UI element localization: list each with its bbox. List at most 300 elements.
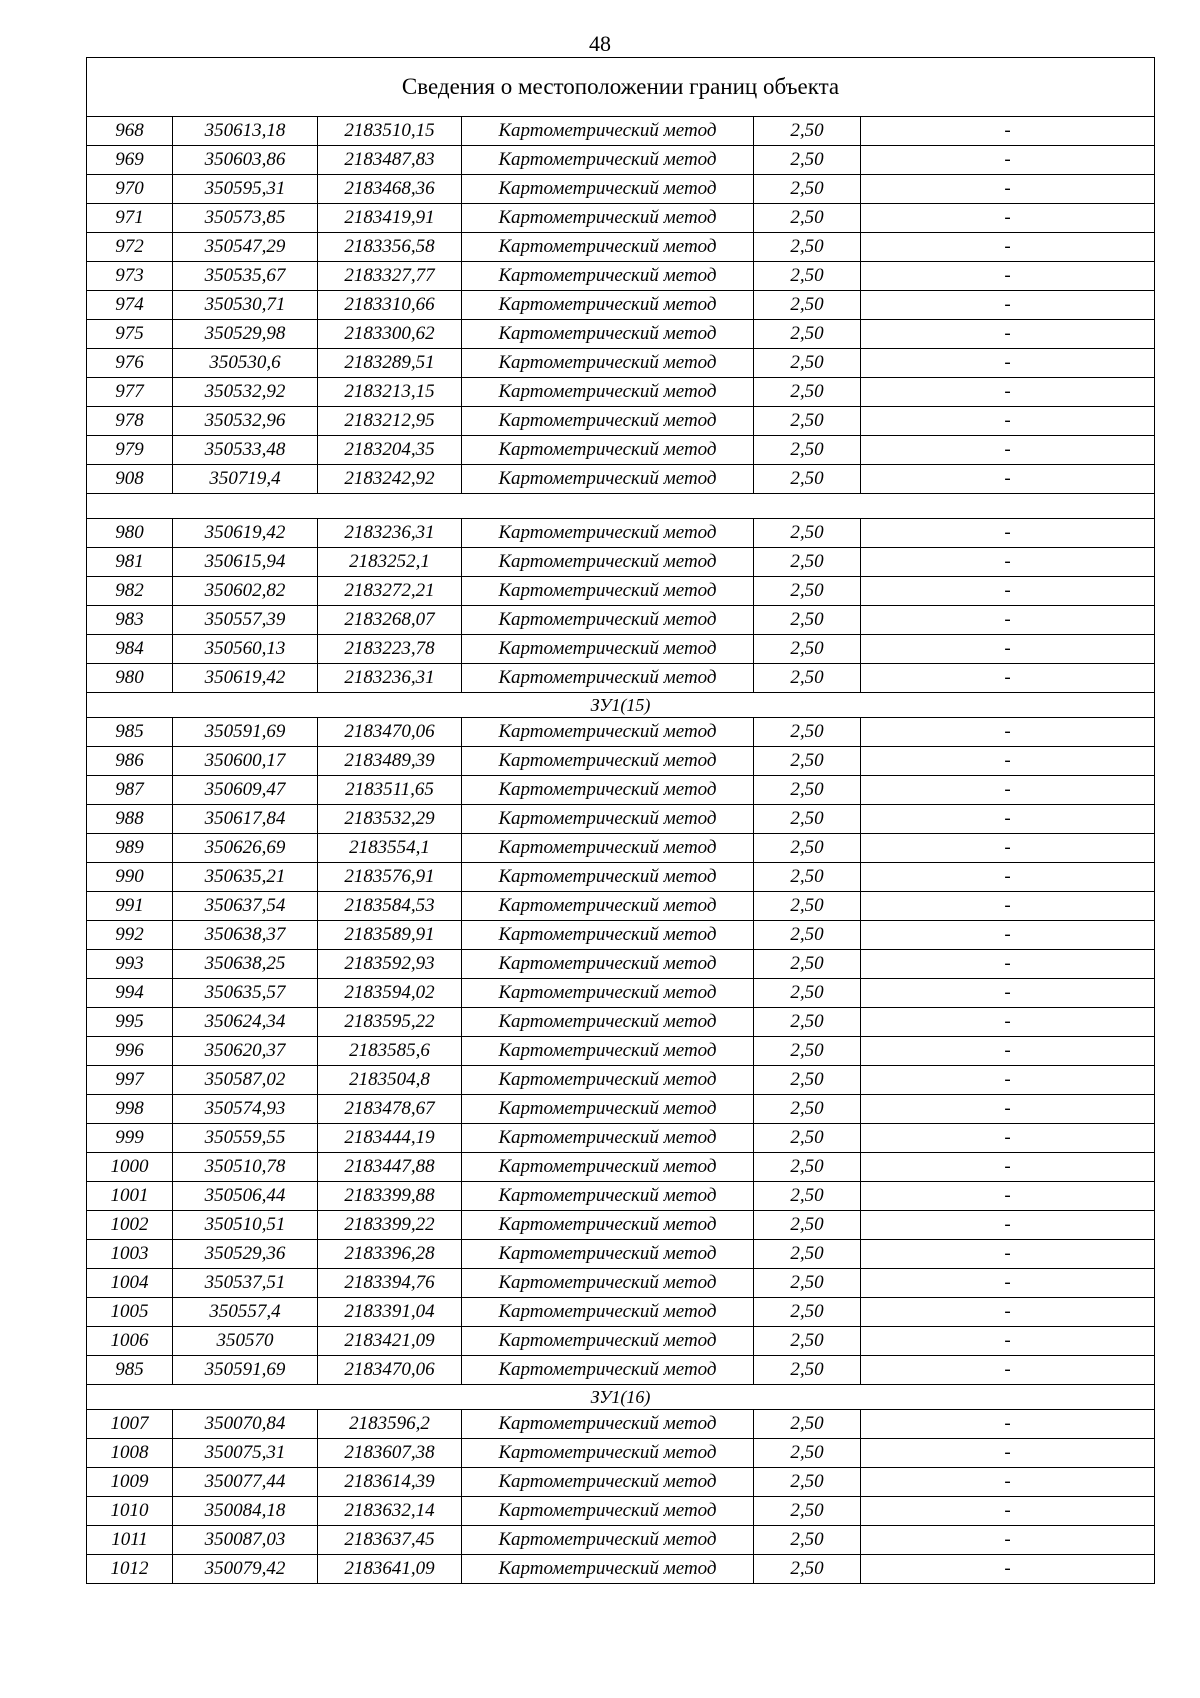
method-cell: Картометрический метод (462, 635, 754, 664)
y-coordinate-cell: 2183470,06 (318, 718, 462, 747)
point-number-cell: 983 (87, 606, 173, 635)
y-coordinate-cell: 2183532,29 (318, 805, 462, 834)
method-cell: Картометрический метод (462, 117, 754, 146)
point-number-cell: 973 (87, 262, 173, 291)
y-coordinate-cell: 2183236,31 (318, 664, 462, 693)
table-row (87, 1211, 1155, 1240)
point-number-cell: 984 (87, 635, 173, 664)
method-cell: Картометрический метод (462, 233, 754, 262)
accuracy-cell: 2,50 (754, 1526, 861, 1555)
table-row (87, 378, 1155, 407)
description-cell: - (861, 1037, 1155, 1066)
method-cell: Картометрический метод (462, 718, 754, 747)
y-coordinate-cell: 2183213,15 (318, 378, 462, 407)
section-header-row (87, 693, 1155, 718)
point-number-cell: 971 (87, 204, 173, 233)
point-number-cell: 974 (87, 291, 173, 320)
point-number-cell: 995 (87, 1008, 173, 1037)
accuracy-cell: 2,50 (754, 1153, 861, 1182)
y-coordinate-cell: 2183589,91 (318, 921, 462, 950)
accuracy-cell: 2,50 (754, 1439, 861, 1468)
point-number-cell: 985 (87, 718, 173, 747)
description-cell: - (861, 577, 1155, 606)
y-coordinate-cell: 2183421,09 (318, 1327, 462, 1356)
y-coordinate-cell: 2183394,76 (318, 1269, 462, 1298)
y-coordinate-cell: 2183596,2 (318, 1410, 462, 1439)
y-coordinate-cell: 2183576,91 (318, 863, 462, 892)
accuracy-cell: 2,50 (754, 519, 861, 548)
description-cell: - (861, 606, 1155, 635)
point-number-cell: 1000 (87, 1153, 173, 1182)
table-row (87, 718, 1155, 747)
table-row (87, 233, 1155, 262)
description-cell: - (861, 1182, 1155, 1211)
description-cell: - (861, 635, 1155, 664)
accuracy-cell: 2,50 (754, 664, 861, 693)
method-cell: Картометрический метод (462, 834, 754, 863)
accuracy-cell: 2,50 (754, 117, 861, 146)
table-row (87, 1526, 1155, 1555)
point-number-cell: 1010 (87, 1497, 173, 1526)
method-cell: Картометрический метод (462, 1410, 754, 1439)
description-cell: - (861, 1526, 1155, 1555)
description-cell: - (861, 834, 1155, 863)
accuracy-cell: 2,50 (754, 776, 861, 805)
description-cell: - (861, 1095, 1155, 1124)
table-row (87, 1356, 1155, 1385)
x-coordinate-cell: 350570 (173, 1327, 318, 1356)
accuracy-cell: 2,50 (754, 635, 861, 664)
method-cell: Картометрический метод (462, 1497, 754, 1526)
accuracy-cell: 2,50 (754, 577, 861, 606)
table-row (87, 950, 1155, 979)
description-cell: - (861, 320, 1155, 349)
table-row (87, 1410, 1155, 1439)
method-cell: Картометрический метод (462, 146, 754, 175)
table-row (87, 664, 1155, 693)
x-coordinate-cell: 350087,03 (173, 1526, 318, 1555)
description-cell: - (861, 1269, 1155, 1298)
method-cell: Картометрический метод (462, 349, 754, 378)
y-coordinate-cell: 2183584,53 (318, 892, 462, 921)
description-cell: - (861, 548, 1155, 577)
x-coordinate-cell: 350617,84 (173, 805, 318, 834)
x-coordinate-cell: 350535,67 (173, 262, 318, 291)
point-number-cell: 998 (87, 1095, 173, 1124)
x-coordinate-cell: 350587,02 (173, 1066, 318, 1095)
point-number-cell: 992 (87, 921, 173, 950)
method-cell: Картометрический метод (462, 1298, 754, 1327)
y-coordinate-cell: 2183487,83 (318, 146, 462, 175)
description-cell: - (861, 1298, 1155, 1327)
table-row (87, 1008, 1155, 1037)
method-cell: Картометрический метод (462, 805, 754, 834)
y-coordinate-cell: 2183478,67 (318, 1095, 462, 1124)
table-row (87, 1269, 1155, 1298)
table-row (87, 407, 1155, 436)
method-cell: Картометрический метод (462, 1526, 754, 1555)
y-coordinate-cell: 2183554,1 (318, 834, 462, 863)
point-number-cell: 978 (87, 407, 173, 436)
table-row (87, 1298, 1155, 1327)
table-row (87, 262, 1155, 291)
method-cell: Картометрический метод (462, 1095, 754, 1124)
table-header-row (87, 58, 1155, 117)
description-cell: - (861, 117, 1155, 146)
method-cell: Картометрический метод (462, 1037, 754, 1066)
table-row (87, 1124, 1155, 1153)
accuracy-cell: 2,50 (754, 950, 861, 979)
method-cell: Картометрический метод (462, 204, 754, 233)
separator-cell (87, 494, 1155, 519)
x-coordinate-cell: 350591,69 (173, 1356, 318, 1385)
x-coordinate-cell: 350574,93 (173, 1095, 318, 1124)
table-row (87, 117, 1155, 146)
accuracy-cell: 2,50 (754, 291, 861, 320)
x-coordinate-cell: 350573,85 (173, 204, 318, 233)
table-row (87, 1037, 1155, 1066)
method-cell: Картометрический метод (462, 892, 754, 921)
table-row (87, 1327, 1155, 1356)
y-coordinate-cell: 2183489,39 (318, 747, 462, 776)
x-coordinate-cell: 350619,42 (173, 664, 318, 693)
y-coordinate-cell: 2183419,91 (318, 204, 462, 233)
description-cell: - (861, 1410, 1155, 1439)
y-coordinate-cell: 2183614,39 (318, 1468, 462, 1497)
point-number-cell: 1008 (87, 1439, 173, 1468)
y-coordinate-cell: 2183399,22 (318, 1211, 462, 1240)
point-number-cell: 970 (87, 175, 173, 204)
y-coordinate-cell: 2183399,88 (318, 1182, 462, 1211)
y-coordinate-cell: 2183268,07 (318, 606, 462, 635)
x-coordinate-cell: 350529,36 (173, 1240, 318, 1269)
table-row (87, 1555, 1155, 1584)
separator-row (87, 494, 1155, 519)
accuracy-cell: 2,50 (754, 465, 861, 494)
method-cell: Картометрический метод (462, 1066, 754, 1095)
y-coordinate-cell: 2183212,95 (318, 407, 462, 436)
y-coordinate-cell: 2183510,15 (318, 117, 462, 146)
point-number-cell: 968 (87, 117, 173, 146)
description-cell: - (861, 519, 1155, 548)
method-cell: Картометрический метод (462, 950, 754, 979)
description-cell: - (861, 718, 1155, 747)
x-coordinate-cell: 350602,82 (173, 577, 318, 606)
point-number-cell: 994 (87, 979, 173, 1008)
table-row (87, 548, 1155, 577)
accuracy-cell: 2,50 (754, 1037, 861, 1066)
y-coordinate-cell: 2183468,36 (318, 175, 462, 204)
accuracy-cell: 2,50 (754, 320, 861, 349)
x-coordinate-cell: 350529,98 (173, 320, 318, 349)
point-number-cell: 989 (87, 834, 173, 863)
y-coordinate-cell: 2183632,14 (318, 1497, 462, 1526)
y-coordinate-cell: 2183391,04 (318, 1298, 462, 1327)
boundary-coordinates-table (86, 57, 1155, 1584)
table-row (87, 805, 1155, 834)
y-coordinate-cell: 2183585,6 (318, 1037, 462, 1066)
accuracy-cell: 2,50 (754, 1356, 861, 1385)
table-row (87, 863, 1155, 892)
accuracy-cell: 2,50 (754, 834, 861, 863)
table-row (87, 921, 1155, 950)
accuracy-cell: 2,50 (754, 718, 861, 747)
description-cell: - (861, 1240, 1155, 1269)
table-row (87, 1182, 1155, 1211)
x-coordinate-cell: 350719,4 (173, 465, 318, 494)
point-number-cell: 980 (87, 519, 173, 548)
x-coordinate-cell: 350626,69 (173, 834, 318, 863)
x-coordinate-cell: 350638,25 (173, 950, 318, 979)
y-coordinate-cell: 2183310,66 (318, 291, 462, 320)
table-row (87, 834, 1155, 863)
x-coordinate-cell: 350557,4 (173, 1298, 318, 1327)
point-number-cell: 1005 (87, 1298, 173, 1327)
accuracy-cell: 2,50 (754, 1555, 861, 1584)
description-cell: - (861, 465, 1155, 494)
accuracy-cell: 2,50 (754, 1095, 861, 1124)
point-number-cell: 1003 (87, 1240, 173, 1269)
method-cell: Картометрический метод (462, 1555, 754, 1584)
x-coordinate-cell: 350609,47 (173, 776, 318, 805)
method-cell: Картометрический метод (462, 1240, 754, 1269)
accuracy-cell: 2,50 (754, 1468, 861, 1497)
x-coordinate-cell: 350620,37 (173, 1037, 318, 1066)
description-cell: - (861, 233, 1155, 262)
y-coordinate-cell: 2183272,21 (318, 577, 462, 606)
y-coordinate-cell: 2183641,09 (318, 1555, 462, 1584)
section-header-row (87, 1385, 1155, 1410)
method-cell: Картометрический метод (462, 175, 754, 204)
table-row (87, 204, 1155, 233)
point-number-cell: 1012 (87, 1555, 173, 1584)
table-row (87, 1095, 1155, 1124)
table-row (87, 635, 1155, 664)
accuracy-cell: 2,50 (754, 921, 861, 950)
x-coordinate-cell: 350530,6 (173, 349, 318, 378)
point-number-cell: 908 (87, 465, 173, 494)
accuracy-cell: 2,50 (754, 1124, 861, 1153)
table-row (87, 436, 1155, 465)
table-row (87, 747, 1155, 776)
table-row (87, 577, 1155, 606)
x-coordinate-cell: 350638,37 (173, 921, 318, 950)
method-cell: Картометрический метод (462, 1327, 754, 1356)
x-coordinate-cell: 350560,13 (173, 635, 318, 664)
method-cell: Картометрический метод (462, 1356, 754, 1385)
accuracy-cell: 2,50 (754, 436, 861, 465)
y-coordinate-cell: 2183396,28 (318, 1240, 462, 1269)
point-number-cell: 969 (87, 146, 173, 175)
description-cell: - (861, 146, 1155, 175)
accuracy-cell: 2,50 (754, 233, 861, 262)
x-coordinate-cell: 350533,48 (173, 436, 318, 465)
x-coordinate-cell: 350506,44 (173, 1182, 318, 1211)
y-coordinate-cell: 2183511,65 (318, 776, 462, 805)
point-number-cell: 990 (87, 863, 173, 892)
point-number-cell: 987 (87, 776, 173, 805)
method-cell: Картометрический метод (462, 320, 754, 349)
method-cell: Картометрический метод (462, 1211, 754, 1240)
accuracy-cell: 2,50 (754, 1327, 861, 1356)
description-cell: - (861, 175, 1155, 204)
method-cell: Картометрический метод (462, 1153, 754, 1182)
point-number-cell: 988 (87, 805, 173, 834)
table-row (87, 465, 1155, 494)
y-coordinate-cell: 2183594,02 (318, 979, 462, 1008)
description-cell: - (861, 204, 1155, 233)
method-cell: Картометрический метод (462, 436, 754, 465)
x-coordinate-cell: 350600,17 (173, 747, 318, 776)
table-row (87, 519, 1155, 548)
description-cell: - (861, 863, 1155, 892)
y-coordinate-cell: 2183252,1 (318, 548, 462, 577)
point-number-cell: 997 (87, 1066, 173, 1095)
accuracy-cell: 2,50 (754, 1269, 861, 1298)
y-coordinate-cell: 2183300,62 (318, 320, 462, 349)
point-number-cell: 985 (87, 1356, 173, 1385)
description-cell: - (861, 407, 1155, 436)
description-cell: - (861, 1124, 1155, 1153)
table-row (87, 979, 1155, 1008)
accuracy-cell: 2,50 (754, 1497, 861, 1526)
description-cell: - (861, 776, 1155, 805)
accuracy-cell: 2,50 (754, 349, 861, 378)
accuracy-cell: 2,50 (754, 548, 861, 577)
x-coordinate-cell: 350591,69 (173, 718, 318, 747)
table-row (87, 1240, 1155, 1269)
y-coordinate-cell: 2183242,92 (318, 465, 462, 494)
point-number-cell: 999 (87, 1124, 173, 1153)
accuracy-cell: 2,50 (754, 805, 861, 834)
x-coordinate-cell: 350530,71 (173, 291, 318, 320)
description-cell: - (861, 979, 1155, 1008)
description-cell: - (861, 950, 1155, 979)
table-row (87, 320, 1155, 349)
method-cell: Картометрический метод (462, 262, 754, 291)
y-coordinate-cell: 2183236,31 (318, 519, 462, 548)
accuracy-cell: 2,50 (754, 407, 861, 436)
method-cell: Картометрический метод (462, 979, 754, 1008)
accuracy-cell: 2,50 (754, 606, 861, 635)
point-number-cell: 976 (87, 349, 173, 378)
description-cell: - (861, 1468, 1155, 1497)
description-cell: - (861, 664, 1155, 693)
y-coordinate-cell: 2183204,35 (318, 436, 462, 465)
y-coordinate-cell: 2183595,22 (318, 1008, 462, 1037)
method-cell: Картометрический метод (462, 1468, 754, 1497)
point-number-cell: 1002 (87, 1211, 173, 1240)
x-coordinate-cell: 350070,84 (173, 1410, 318, 1439)
x-coordinate-cell: 350615,94 (173, 548, 318, 577)
y-coordinate-cell: 2183356,58 (318, 233, 462, 262)
point-number-cell: 996 (87, 1037, 173, 1066)
x-coordinate-cell: 350619,42 (173, 519, 318, 548)
accuracy-cell: 2,50 (754, 747, 861, 776)
point-number-cell: 991 (87, 892, 173, 921)
table-title: Сведения о местоположении границ объекта (87, 58, 1155, 117)
x-coordinate-cell: 350510,51 (173, 1211, 318, 1240)
point-number-cell: 1006 (87, 1327, 173, 1356)
x-coordinate-cell: 350595,31 (173, 175, 318, 204)
accuracy-cell: 2,50 (754, 892, 861, 921)
section-label: ЗУ1(15) (87, 693, 1155, 718)
method-cell: Картометрический метод (462, 863, 754, 892)
description-cell: - (861, 1153, 1155, 1182)
table-row (87, 606, 1155, 635)
point-number-cell: 977 (87, 378, 173, 407)
section-label: ЗУ1(16) (87, 1385, 1155, 1410)
description-cell: - (861, 747, 1155, 776)
table-row (87, 291, 1155, 320)
description-cell: - (861, 436, 1155, 465)
description-cell: - (861, 1497, 1155, 1526)
description-cell: - (861, 921, 1155, 950)
point-number-cell: 993 (87, 950, 173, 979)
method-cell: Картометрический метод (462, 465, 754, 494)
point-number-cell: 986 (87, 747, 173, 776)
accuracy-cell: 2,50 (754, 979, 861, 1008)
description-cell: - (861, 1066, 1155, 1095)
accuracy-cell: 2,50 (754, 1298, 861, 1327)
description-cell: - (861, 1555, 1155, 1584)
point-number-cell: 1011 (87, 1526, 173, 1555)
table-row (87, 1066, 1155, 1095)
table-row (87, 892, 1155, 921)
x-coordinate-cell: 350075,31 (173, 1439, 318, 1468)
method-cell: Картометрический метод (462, 407, 754, 436)
x-coordinate-cell: 350635,57 (173, 979, 318, 1008)
point-number-cell: 972 (87, 233, 173, 262)
method-cell: Картометрический метод (462, 1182, 754, 1211)
x-coordinate-cell: 350637,54 (173, 892, 318, 921)
description-cell: - (861, 805, 1155, 834)
method-cell: Картометрический метод (462, 519, 754, 548)
x-coordinate-cell: 350557,39 (173, 606, 318, 635)
method-cell: Картометрический метод (462, 291, 754, 320)
point-number-cell: 1007 (87, 1410, 173, 1439)
accuracy-cell: 2,50 (754, 1008, 861, 1037)
method-cell: Картометрический метод (462, 664, 754, 693)
point-number-cell: 982 (87, 577, 173, 606)
accuracy-cell: 2,50 (754, 204, 861, 233)
x-coordinate-cell: 350079,42 (173, 1555, 318, 1584)
description-cell: - (861, 378, 1155, 407)
table-row (87, 1153, 1155, 1182)
y-coordinate-cell: 2183470,06 (318, 1356, 462, 1385)
x-coordinate-cell: 350624,34 (173, 1008, 318, 1037)
accuracy-cell: 2,50 (754, 146, 861, 175)
table-row (87, 349, 1155, 378)
y-coordinate-cell: 2183444,19 (318, 1124, 462, 1153)
table-row (87, 146, 1155, 175)
y-coordinate-cell: 2183607,38 (318, 1439, 462, 1468)
description-cell: - (861, 892, 1155, 921)
y-coordinate-cell: 2183447,88 (318, 1153, 462, 1182)
x-coordinate-cell: 350084,18 (173, 1497, 318, 1526)
method-cell: Картометрический метод (462, 776, 754, 805)
method-cell: Картометрический метод (462, 921, 754, 950)
accuracy-cell: 2,50 (754, 1211, 861, 1240)
point-number-cell: 1004 (87, 1269, 173, 1298)
accuracy-cell: 2,50 (754, 1240, 861, 1269)
y-coordinate-cell: 2183223,78 (318, 635, 462, 664)
x-coordinate-cell: 350077,44 (173, 1468, 318, 1497)
accuracy-cell: 2,50 (754, 863, 861, 892)
x-coordinate-cell: 350532,92 (173, 378, 318, 407)
accuracy-cell: 2,50 (754, 1410, 861, 1439)
method-cell: Картометрический метод (462, 378, 754, 407)
